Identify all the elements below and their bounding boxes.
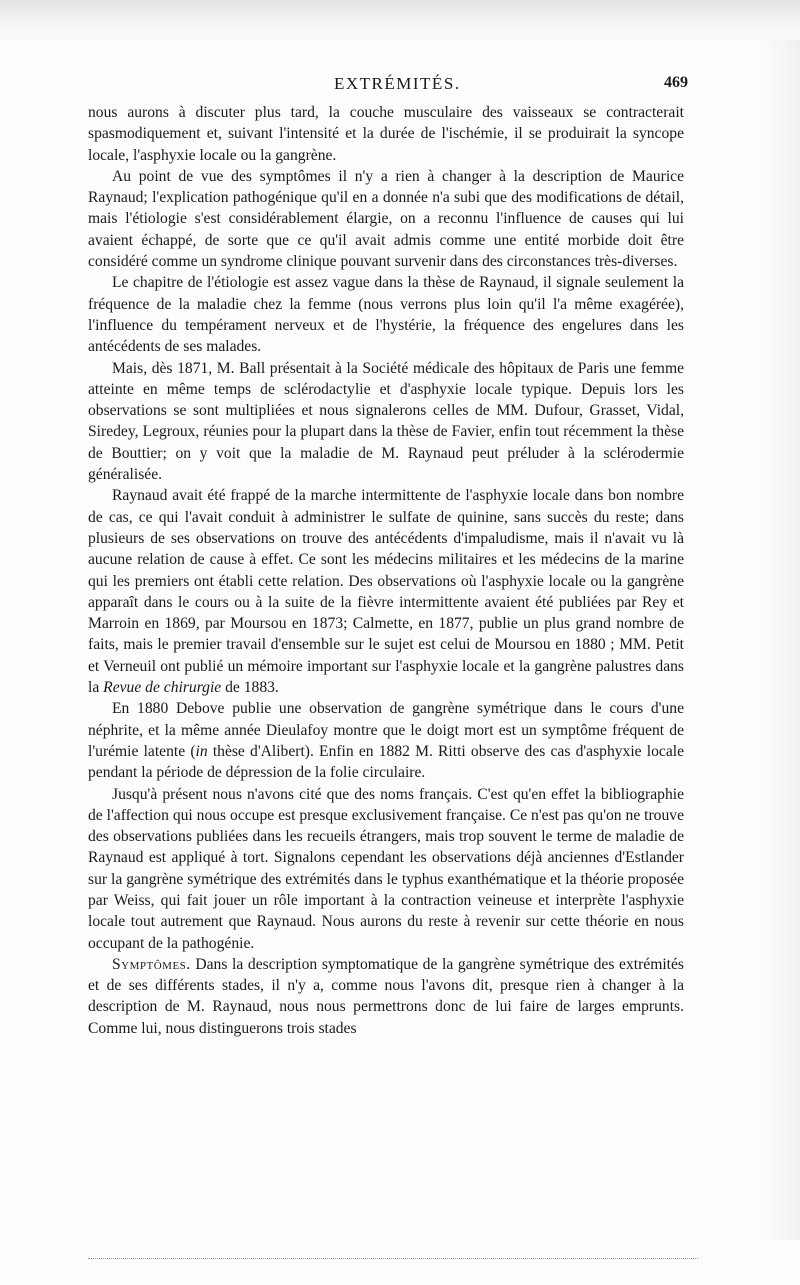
italic-in: in (195, 742, 208, 760)
journal-title: Revue de chirurgie (103, 679, 222, 697)
paragraph-2: Au point de vue des symptômes il n'y a rien à changer à la description de Maurice Raynaud; l'explication pathogénique qu'il en a donnée n'a subi que des modifications de détail, mais l'étiologie s'est considérablement élargie, on a reconnu l'influence de causes qui lui avaient échappé, de sorte que ce qu'il avait admis comme une entité morbide doit être considéré comme un syndrome clinique pouvant survenir dans des circonstances très-diverses. (88, 167, 684, 271)
running-title: EXTRÉMITÉS. (334, 74, 461, 93)
bottom-dotted-line (88, 1258, 698, 1259)
paragraph-6-text: En 1880 Debove publie une observation de gangrène symétrique dans le cours d'une néphrite, et la même année Dieulafoy montre que le doigt mort est un symptôme fréquent de l'urémie latente ( (88, 700, 684, 760)
paragraph-8 (88, 954, 684, 1039)
page-number: 469 (664, 74, 688, 91)
running-head (88, 74, 688, 98)
paragraph-8-text: Dans la description symptomatique de la gangrène symétrique des extrémités et de ses différents stades, il n'y a, comme nous l'avons dit, presque rien à changer à la description de M. Raynaud, nous nous permettrons donc de lui faire de larges emprunts. Comme lui, nous distinguerons trois stades (88, 955, 684, 1037)
paragraph-5-tail: de 1883. (221, 679, 279, 697)
scan-right-shadow (760, 40, 800, 1240)
paragraph-6 (88, 698, 684, 783)
paragraph-3: Le chapitre de l'étiologie est assez vague dans la thèse de Raynaud, il signale seulement la fréquence de la maladie chez la femme (nous verrons plus loin qu'il l'a même exagérée), l'influence du tempérament nerveux et de l'hystérie, la fréquence des engelures dans les antécédents de ses malades. (88, 274, 684, 356)
paragraph-5 (88, 485, 684, 698)
section-heading-symptomes: Symptômes. (112, 955, 191, 973)
paragraph-1: nous aurons à discuter plus tard, la couche musculaire des vaisseaux se contracterait spasmodiquement et, suivant l'intensité et la durée de l'ischémie, il se produirait la syncope locale, l'asphyxie locale ou la gangrène. (88, 104, 684, 164)
scan-top-shadow (0, 0, 800, 48)
paragraph-7: Jusqu'à présent nous n'avons cité que des noms français. C'est qu'en effet la bibliographie de l'affection qui nous occupe est presque exclusivement française. Ce n'est pas qu'on ne trouve des observations publiées dans les recueils étrangers, mais trop souvent le terme de maladie de Raynaud est appliqué à tort. Signalons cependant les observations déjà anciennes d'Estlander sur la gangrène symétrique des extrémités dans le typhus exanthématique et la théorie proposée par Weiss, qui fait jouer un rôle important à la contraction veineuse et interprète l'asphyxie locale tout autrement que Raynaud. Nous aurons du reste à revenir sur cette théorie en nous occupant de la pathogénie. (88, 785, 684, 952)
paragraph-6-tail: thèse d'Alibert). Enfin en 1882 M. Ritti observe des cas d'asphyxie locale pendant la période de dépression de la folie circulaire. (88, 742, 684, 782)
paragraph-5-text: Raynaud avait été frappé de la marche intermittente de l'asphyxie locale dans bon nombre de cas, ce qui l'avait conduit à administrer le sulfate de quinine, sans succès du reste; dans plusieurs de ses observations on trouve des antécédents d'impaludisme, mais il n'avait vu là aucune relation de cause à effet. Ce sont les médecins militaires et les médecins de la marine qui les premiers ont établi cette relation. Des observations où l'asphyxie locale ou la gangrène apparaît dans le cours ou à la suite de la fièvre intermittente avaient été publiées par Rey et Marroin en 1869, par Moursou en 1873; Calmette, en 1877, publie un plus grand nombre de faits, mais le premier travail d'ensemble sur le sujet est celui de Moursou en 1880 ; MM. Petit et Verneuil ont publié un mémoire important sur l'asphyxie locale et la gangrène palustres dans la (88, 487, 684, 697)
paragraph-4: Mais, dès 1871, M. Ball présentait à la Société médicale des hôpitaux de Paris une femme atteinte en même temps de sclérodactylie et d'asphyxie locale typique. Depuis lors les observations se sont multipliées et nous signalerons celles de MM. Dufour, Grasset, Vidal, Siredey, Legroux, réunies pour la plupart dans la thèse de Favier, enfin tout récemment la thèse de Bouttier; on y voit que la maladie de M. Raynaud peut préluder à la sclérodermie généralisée. (88, 359, 684, 484)
body-text (88, 102, 684, 1039)
